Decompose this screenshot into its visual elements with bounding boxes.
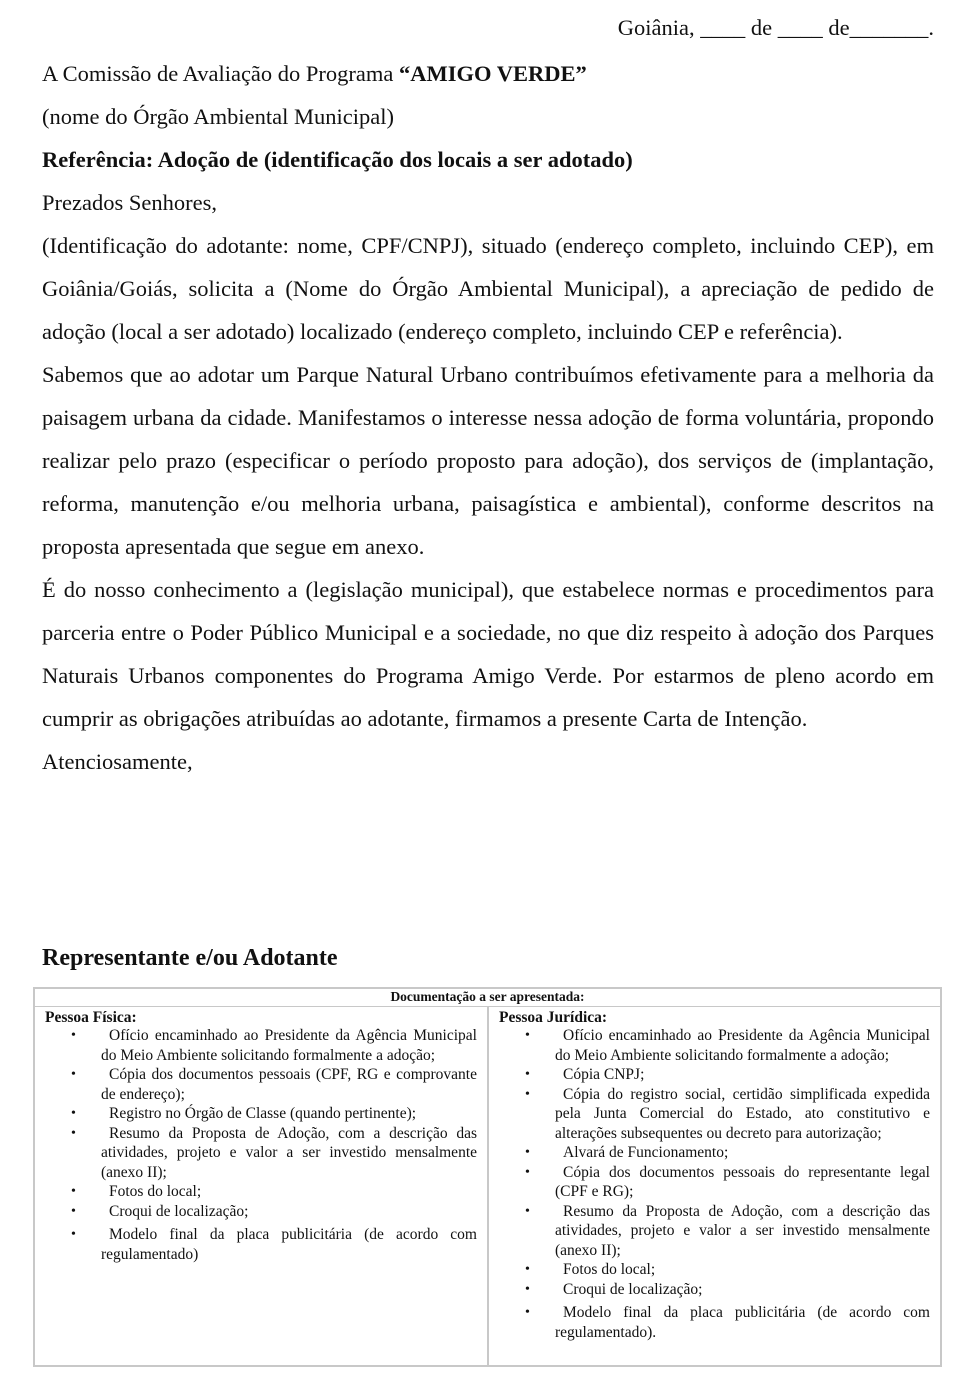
list-item: • Fotos do local; [525,1261,656,1278]
date-line: Goiânia, ____ de ____ de_______. [617,15,934,40]
documentation-table [33,987,942,1367]
paragraph-interest: Sabemos que ao adotar um Parque Natural Urbano contribuímos efetivamente para a melhoria da paisagem urbana da cidade. Manifestamos o interesse nessa adoção de forma voluntária, propondo realizar pelo prazo (especificar o período proposto para adoção), dos serviços de (implantação, reforma, manutenção e/ou melhoria urbana, paisagística e ambiental), conforme descritos na proposta apresentada que segue em anexo. [42,362,934,559]
list-item: • Ofício encaminhado ao Presidente da Agência Municipal do Meio Ambiente solicitando formalmente a adoção; [525,1027,930,1064]
paragraph-legislation: É do nosso conhecimento a (legislação municipal), que estabelece normas e procedimentos para parceria entre o Poder Público Municipal e a sociedade, no que diz respeito à adoção dos Parques Naturais Urbanos componentes do Programa Amigo Verde. Por estarmos de pleno acordo em cumprir as obrigações atribuídas ao adotante, firmamos a presente Carta de Intenção. [42,577,934,731]
list-item: • Registro no Órgão de Classe (quando pertinente); [71,1105,417,1122]
salutation: Prezados Senhores, [42,190,217,215]
list-item: • Resumo da Proposta de Adoção, com a descrição das atividades, projeto e valor a ser investido mensalmente (anexo II); [71,1124,477,1181]
table-title: Documentação a ser apresentada: [35,989,940,1007]
bullet-icon: • [525,1305,530,1320]
bullet-icon: • [525,1086,530,1102]
organ-name: (nome do Órgão Ambiental Municipal) [42,104,395,129]
bullet-icon: • [525,1028,530,1043]
list-item: • Cópia do registro social, certidão simplificada expedida pela Junta Comercial do Estado, ato constitutivo e alterações subsequentes ou decreto para autorização; [525,1085,930,1142]
list-item: • Modelo final da placa publicitária (de acordo com regulamentado) [71,1226,477,1263]
bullet-icon: • [71,1203,76,1219]
bullet-icon: • [525,1203,530,1219]
requirements-list [45,1026,477,1264]
list-item: • Alvará de Funcionamento; [525,1144,729,1161]
signature-label: Representante e/ou Adotante [42,945,338,971]
column-pessoa-fisica [35,1007,489,1365]
list-item: • Croqui de localização; [71,1202,249,1220]
bullet-icon: • [71,1106,76,1121]
bullet-icon: • [525,1164,530,1180]
requirements-list [499,1026,930,1342]
reference-line: Referência: Adoção de (identificação dos locais a ser adotado) [42,147,633,172]
bullet-icon: • [71,1067,76,1082]
program-name: “AMIGO VERDE” [399,61,587,86]
bullet-icon: • [525,1067,530,1082]
bullet-icon: • [71,1184,76,1199]
bullet-icon: • [71,1028,76,1043]
list-item: • Croqui de localização; [525,1280,703,1298]
bullet-icon: • [71,1227,76,1242]
bullet-icon: • [525,1281,530,1297]
bullet-icon: • [71,1125,76,1141]
list-item: • Fotos do local; [71,1183,202,1200]
bullet-icon: • [525,1145,530,1160]
list-item: • Cópia CNPJ; [525,1066,645,1083]
column-heading: Pessoa Jurídica: [499,1009,608,1026]
closing: Atenciosamente, [42,749,193,774]
column-heading: Pessoa Física: [45,1009,137,1026]
list-item: • Modelo final da placa publicitária (de acordo com regulamentado). [525,1304,930,1341]
list-item: • Ofício encaminhado ao Presidente da Agência Municipal do Meio Ambiente solicitando formalmente a adoção; [71,1027,477,1064]
bullet-icon: • [525,1262,530,1277]
column-pessoa-juridica [489,1007,940,1365]
paragraph-identification: (Identificação do adotante: nome, CPF/CNPJ), situado (endereço completo, incluindo CEP), em Goiânia/Goiás, solicita a (Nome do Órgão Ambiental Municipal), a apreciação de pedido de adoção (local a ser adotado) localizado (endereço completo, incluindo CEP e referência). [42,233,934,344]
list-item: • Cópia dos documentos pessoais (CPF, RG e comprovante de endereço); [71,1066,477,1103]
addressee-line [42,52,934,95]
list-item: • Resumo da Proposta de Adoção, com a descrição das atividades, projeto e valor a ser investido mensalmente (anexo II); [525,1202,930,1259]
letter-body [42,52,934,783]
list-item: • Cópia dos documentos pessoais do representante legal (CPF e RG); [525,1163,930,1200]
addressee-prefix: A Comissão de Avaliação do Programa [42,61,400,86]
